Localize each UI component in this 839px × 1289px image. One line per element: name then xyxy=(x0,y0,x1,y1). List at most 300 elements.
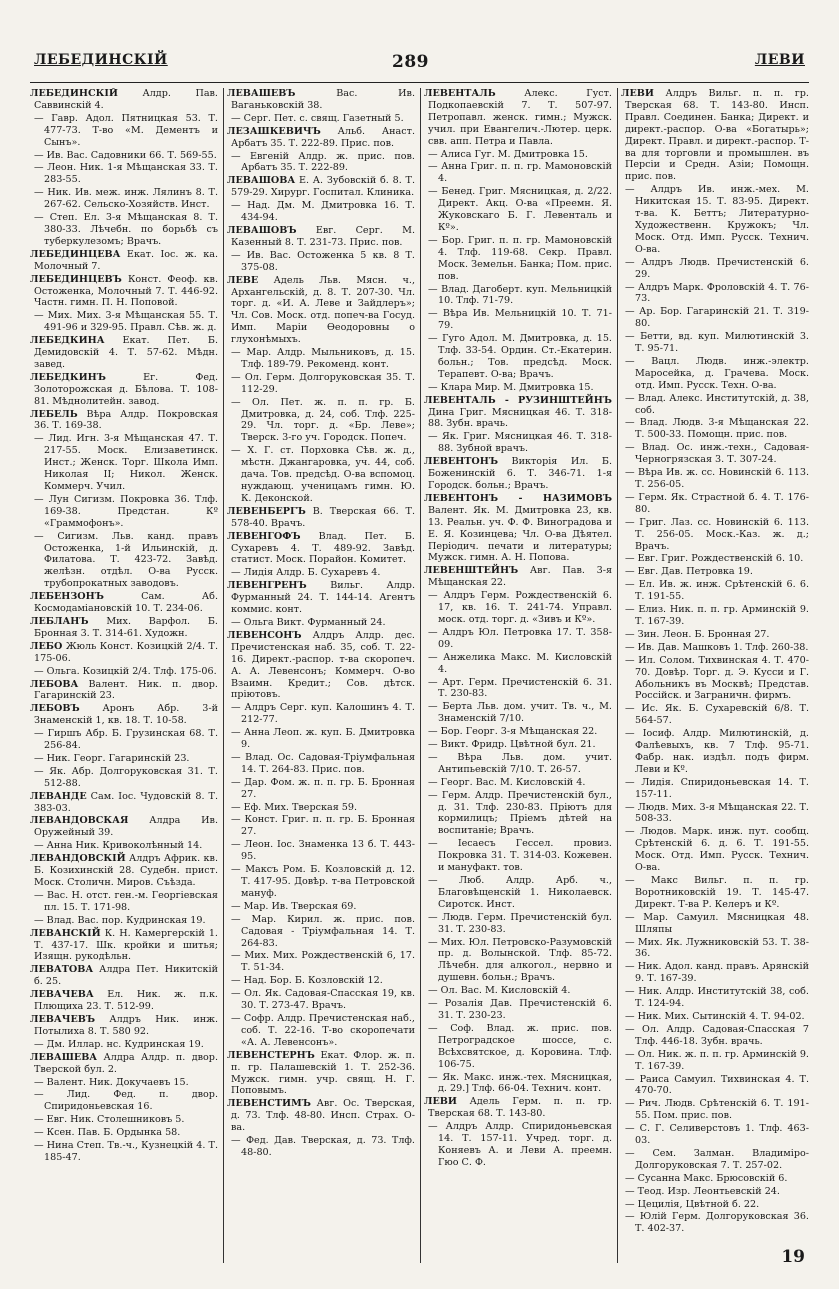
column-divider xyxy=(617,88,618,1263)
surname: ЛЕБЕДИНСКІЙ xyxy=(30,88,118,99)
sub-entry xyxy=(424,1023,612,1071)
entry-text: Ник. Алдр. Институтскій 38, соб. Т. 124-94. xyxy=(635,986,809,1010)
sub-entry xyxy=(621,566,809,578)
surname-entry xyxy=(227,275,415,346)
sub-entry xyxy=(227,372,415,396)
entry-text: Влад. Пет. Б. Сухаревъ 4. Т. 489-92. Завѣд. статист. Моск. Порайон. Комитет. xyxy=(231,530,415,566)
sub-entry xyxy=(227,727,415,751)
entry-text: Ол. Ник. ж. п. п. гр. Арминскій 9. Т. 167-39. xyxy=(635,1048,809,1072)
entry-text: Алдра Ив. Оружейный 39. xyxy=(34,815,218,839)
sub-entry xyxy=(227,988,415,1012)
entry-text: Е. А. Зубовскій б. 8. Т. 579-29. Хирург. Госпитал. Клиника. xyxy=(231,175,415,199)
sub-entry xyxy=(227,901,415,913)
sub-entry xyxy=(424,382,612,394)
surname: ЛЕВЕНШТЕЙНЪ xyxy=(424,565,519,577)
sub-entry xyxy=(424,161,612,185)
sub-entry xyxy=(30,753,218,765)
surname-entry xyxy=(227,580,415,616)
sub-entry xyxy=(621,1098,809,1122)
sub-entry xyxy=(227,151,415,175)
entry-text: Анна Григ. п. п. гр. Мамоновскій 4. xyxy=(438,161,612,185)
sub-entry xyxy=(621,961,809,985)
sub-entry xyxy=(621,282,809,306)
sub-entry xyxy=(621,184,809,255)
sub-entry xyxy=(424,677,612,701)
entry-text: Вацл. Людв. инж.-электр. Маросейка, д. Грачева. Моск. отд. Имп. Русск. Техн. О-ва. xyxy=(635,355,809,391)
sub-entry xyxy=(424,149,612,161)
entry-text: Ег. Фед. Золоторожская д. Бѣлова. Т. 108-81. Мѣднолитейн. завод. xyxy=(34,371,218,407)
sub-entry xyxy=(621,1123,809,1147)
entry-text: Сем. Залман. Владиміро-Долгоруковская 7. Т. 257-02. xyxy=(635,1147,809,1171)
entry-text: Сусанна Макс. Брюсовскій 6. xyxy=(637,1172,788,1184)
entry-text: Мих. Мих. 3-я Мѣщанская 55. Т. 491-96 и 329-95. Правл. Сѣв. ж. д. xyxy=(44,310,218,334)
entry-text: Валент. Як. М. Дмитровка 23, кв. 13. Реальн. уч. Ф. Ф. Виноградова и Е. Я. Козинцева; Чл. О-ва Дѣятел. Періодич. печати и литературы; Мужск. гимн. А. Н. Попова. xyxy=(428,504,612,564)
entry-text: Евг. Дав. Петровка 19. xyxy=(637,566,753,578)
entry-text: Валент. Ник. Докучаевъ 15. xyxy=(46,1076,189,1088)
entry-text: Леон. Іос. Знаменка 13 б. Т. 443-95. xyxy=(241,839,415,863)
entry-text: Соф. Влад. ж. прис. пов. Петроградское шоссе, с. Всѣхсвятское, д. Коровина. Тлф. 106-75. xyxy=(438,1022,612,1070)
entry-text: Мих. Юл. Петровско-Разумовскій пр. д. Волынской. Тлф. 85-72. Лѣчебн. для алкогол., нервно и душевн. больн.; Врачъ. xyxy=(438,936,612,984)
entry-text: Людв. Герм. Пречистенскій бул. 31. Т. 230-83. xyxy=(438,911,612,935)
surname-entry xyxy=(424,88,612,148)
entry-text: Гиршъ Абр. Б. Грузинская 68. Т. 256-84. xyxy=(44,728,218,752)
entry-text: Іесаесъ Гессел. провиз. Покровка 31. Т. 314-03. Кожевен. и мануфакт. тов. xyxy=(438,838,612,874)
sub-entry xyxy=(621,331,809,355)
surname: ЛЕБЕЛЬ xyxy=(30,408,78,420)
sub-entry xyxy=(621,492,809,516)
entry-text: Алдра Алдр. п. двор. Тверской бул. 2. xyxy=(34,1051,218,1075)
sub-entry xyxy=(30,433,218,493)
sub-entry xyxy=(424,1072,612,1096)
entry-text: Розалія Дав. Пречистенскій 6. 31. Т. 230-23. xyxy=(438,998,612,1021)
sub-entry xyxy=(424,752,612,776)
entry-text: Арт. Герм. Пречистенскій 6. 31. Т. 230-83. xyxy=(438,676,612,700)
entry-text: Алдръ Алдр. Спиридоньевская 14. Т. 157-11. Учред. торг. д. Коняевъ А. и Леви А. преемн. Гюо С. Ф. xyxy=(438,1121,612,1168)
sub-entry xyxy=(424,912,612,936)
entry-text: К. Н. Камергерскій 1. Т. 437-17. Шк. кройки и шитья; Изящн. рукодѣльн. xyxy=(34,927,218,963)
entry-text: Ник. Георг. Гагаринскій 23. xyxy=(46,752,190,764)
entry-text: Алдр. Пав. Саввинскій 4. xyxy=(34,88,218,111)
surname-entry xyxy=(30,88,218,112)
surname-entry xyxy=(227,531,415,567)
entry-text: Анжелика Макс. М. Кисловскій 4. xyxy=(438,651,612,675)
entry-text: Х. Г. ст. Порховка Сѣв. ж. д., мѣстн. Джангаровка, уч. 44, соб. дача. Тов. предсѣд. О-ва вспомоц. нуждающ. ученицамъ гимн. Ю. К. Деконской. xyxy=(241,445,415,504)
surname: ЛЕВЕНТОНЪ - НАЗИМОВЪ xyxy=(424,492,612,504)
sub-entry xyxy=(621,875,809,911)
entry-text: Альб. Анаст. Арбатъ 35. Т. 222-89. Прис. пов. xyxy=(231,125,415,149)
entry-text: Герм. Алдр. Пречистенскій бул., д. 31. Тлф. 230-83. Пріютъ для кормилицъ; Пріемъ дѣтей на воспитаніе; Врачъ. xyxy=(438,789,612,837)
sub-entry xyxy=(227,839,415,863)
entry-text: Ив. Вас. Садовники 66. Т. 569-55. xyxy=(46,149,217,161)
sub-entry xyxy=(621,553,809,565)
sub-entry xyxy=(424,726,612,738)
sub-entry xyxy=(621,1011,809,1023)
entry-text: Лидія Алдр. Б. Сухаревъ 4. xyxy=(243,567,381,579)
sub-entry xyxy=(621,467,809,491)
surname-entry xyxy=(30,641,218,665)
entry-text: Бор. Георг. 3-я Мѣщанская 22. xyxy=(440,726,598,738)
surname-entry xyxy=(424,493,612,564)
column-3 xyxy=(424,88,612,1263)
sub-entry xyxy=(30,1127,218,1139)
surname: ЛЕВЕНТАЛЬ xyxy=(424,88,496,99)
signature-mark: 19 xyxy=(781,1247,805,1267)
sub-entry xyxy=(227,347,415,371)
entry-text: Як. Григ. Мясницкая 46. Т. 318-88. Зубной врачъ. xyxy=(438,431,612,455)
surname-entry xyxy=(30,409,218,433)
sub-entry xyxy=(227,200,415,224)
entry-text: Ил. Солом. Тихвинская 4. Т. 470-70. Довѣр. Торг. д. Э. Кусси и Г. Абольникъ въ Москвѣ; Представ. Россійск. и Заграничн. фирмъ. xyxy=(635,654,809,702)
entry-text: Над. Бор. Б. Козловскій 12. xyxy=(243,975,383,987)
surname: ЛЕБЕНЗОНЪ xyxy=(30,591,104,603)
entry-text: Вѣра Льв. дом. учит. Антипьевскій 7/10. Т. 26-57. xyxy=(438,751,612,775)
sub-entry xyxy=(621,1211,809,1235)
entry-text: Мих. Як. Лужниковскій 53. Т. 38-36. xyxy=(635,936,809,960)
column-2 xyxy=(227,88,415,1263)
entry-text: Викторія Ил. Б. Боженинскій 6. Т. 346-71. 1-я Городск. больн.; Врачъ. xyxy=(428,456,612,491)
entry-text: Авг. Ос. Тверская, д. 73. Тлф. 48-80. Инсп. Страх. О-ва. xyxy=(231,1098,415,1134)
sub-entry xyxy=(621,1148,809,1172)
sub-entry xyxy=(621,826,809,874)
running-head-left: ЛЕБЕДИНСКІЙ xyxy=(34,52,168,68)
sub-entry xyxy=(227,914,415,950)
entry-text: Влад. Вас. пор. Кудринская 19. xyxy=(46,914,206,926)
entry-text: Вас. Ив. Ваганьковскій 38. xyxy=(231,88,415,111)
entry-text: Люб. Алдр. Арб. ч., Благовѣщенскій 1. Николаевск. Сиротск. Инст. xyxy=(438,875,612,910)
surname-entry xyxy=(30,591,218,615)
sub-entry xyxy=(227,397,415,445)
surname: ЛЕВЕНГОФЪ xyxy=(227,530,301,542)
entry-text: Анна Леоп. ж. куп. Б. Дмитровка 9. xyxy=(241,727,415,751)
sub-entry xyxy=(424,627,612,651)
surname: ЛЕБЛАНЪ xyxy=(30,615,89,627)
surname: ЛЕВАЧЕВЪ xyxy=(30,1013,96,1025)
header-rule xyxy=(30,82,809,83)
column-divider xyxy=(223,88,224,1263)
sub-entry xyxy=(621,604,809,628)
entry-text: Мих. Варфол. Б. Бронная 3. Т. 314-61. Художн. xyxy=(34,615,218,639)
sub-entry xyxy=(227,617,415,629)
entry-text: Як. Макс. инж.-тех. Мясницкая, д. 29.] Тлф. 66-04. Технич. конт. xyxy=(438,1071,612,1095)
entry-text: Авг. Пав. 3-я Мѣщанская 22. xyxy=(428,565,612,589)
surname-entry xyxy=(30,1052,218,1076)
entry-text: Цецилія, Цвѣтной б. 22. xyxy=(637,1198,760,1210)
entry-text: Дина Григ. Мясницкая 46. Т. 318-88. Зубн. врачь. xyxy=(428,406,612,430)
surname-entry xyxy=(30,372,218,408)
sub-entry xyxy=(424,937,612,985)
sub-entry xyxy=(621,703,809,727)
sub-entry xyxy=(227,1013,415,1049)
column-4 xyxy=(621,88,809,1263)
sub-entry xyxy=(621,937,809,961)
sub-entry xyxy=(621,417,809,441)
sub-entry xyxy=(30,113,218,149)
entry-text: Екат. Пет. Б. Демидовскій 4. Т. 57-62. Мѣдн. завед. xyxy=(34,335,218,370)
sub-entry xyxy=(621,629,809,641)
sub-entry xyxy=(621,986,809,1010)
surname-entry xyxy=(30,928,218,964)
entry-text: Максъ Ром. Б. Козловскій д. 12. Т. 417-95. Довѣр. т-ва Петровской мануф. xyxy=(241,864,415,899)
entry-text: Рич. Людв. Срѣтенскій 6. Т. 191-55. Пом. прис. пов. xyxy=(635,1098,809,1122)
entry-text: Алдръ Юл. Петровка 17. Т. 358-09. xyxy=(438,626,612,650)
sub-entry xyxy=(30,1114,218,1126)
entry-text: Адель Герм. п. п. гр. Тверская 68. Т. 143-80. xyxy=(428,1096,612,1120)
entry-text: Лидія. Спиридоньевская 14. Т. 157-11. xyxy=(635,776,809,800)
entry-text: Мих. Мих. Рождественскій 6, 17. Т. 51-34. xyxy=(241,950,415,974)
entry-text: Берта Льв. дом. учит. Тв. ч., М. Знаменскій 7/10. xyxy=(438,701,612,725)
entry-text: Раиса Самуил. Тихвинская 4. Т. 470-70. xyxy=(635,1073,809,1097)
entry-text: Клара Мир. М. Дмитровка 15. xyxy=(440,381,594,393)
entry-text: Алдръ Алдр. дес. Пречистенская наб. 35, соб. Т. 22-16. Директ.-распор. т-ва скоропеч. А. А. Левенсонъ; Коммерч. О-во Взаимн. Кредит.; Сов. дѣтск. пріютовъ. xyxy=(231,629,415,701)
running-head-right: ЛЕВИ xyxy=(754,52,805,68)
surname-entry xyxy=(621,88,809,183)
surname: ЛЕВАНДОВСКІЙ xyxy=(30,853,126,865)
surname: ЛЕВАНДОВСКАЯ xyxy=(30,815,129,827)
sub-entry xyxy=(30,1140,218,1164)
surname-entry xyxy=(227,1098,415,1134)
surname-entry xyxy=(30,249,218,273)
entry-text: Сигизм. Льв. канд. правъ Остоженка, 1-й Ильинскій, д. Филатова. Т. 423-72. Завѣд. желѣзн. отдѣл. О-ва Русск. трубопрокатных заводовъ. xyxy=(44,530,218,590)
entry-text: Евг. Серг. М. Казенный 8. Т. 231-73. Прис. пов. xyxy=(231,224,415,248)
column-divider xyxy=(420,88,421,1263)
surname-entry xyxy=(30,274,218,310)
sub-entry xyxy=(424,652,612,676)
entry-text: С. Г. Селиверстовъ 1. Тлф. 463-03. xyxy=(635,1123,809,1147)
entry-text: Людов. Марк. инж. пут. сообщ. Срѣтенскій 6. д. 6. Т. 191-55. Моск. Отд. Имп. Русск. Технич. О-ва. xyxy=(635,826,809,874)
entry-text: Ольга Викт. Фурманный 24. xyxy=(243,616,386,628)
surname: ЛЕВЕНСОНЪ xyxy=(227,629,302,641)
entry-text: Лун Сигизм. Покровка 36. Тлф. 169-38. Предстан. Кº «Граммофонъ». xyxy=(44,493,218,529)
sub-entry xyxy=(30,212,218,248)
entry-text: Алиса Гуг. М. Дмитровка 15. xyxy=(440,148,588,160)
sub-entry xyxy=(424,777,612,789)
entry-text: Алдръ Вильг. п. п. гр. Тверская 68. Т. 143-80. Инсп. Правл. Соединен. Банка; Директ. и директ.-распор. О-ва «Богатырь»; Директ. Правл. и директ.-распор. Т-ва для торговли и промышлен. въ Персіи и Средн. Азіи; Помощн. прис. пов. xyxy=(625,88,809,183)
entry-text: Конст. Феоф. кв. Остоженка, Молочный 7. Т. 446-92. Частн. гимн. П. Н. Поповой. xyxy=(34,273,218,309)
entry-text: Алдръ Африк. кв. Б. Козихинскій 28. Судебн. прист. Моск. Столичн. Миров. Съѣзда. xyxy=(34,853,218,888)
surname-entry xyxy=(30,853,218,889)
entry-text: Як. Абр. Долгоруковская 31. Т. 512-88. xyxy=(44,765,218,789)
sub-entry xyxy=(30,1039,218,1051)
entry-text: Гуго Адол. М. Дмитровка, д. 15. Тлф. 33-54. Ордин. Ст.-Екатерин. больн.; Тов. предсѣд. Моск. Терапевт. О-ва; Врачъ. xyxy=(438,333,612,380)
surname: ЛЕБОВЪ xyxy=(30,703,80,715)
sub-entry xyxy=(30,766,218,790)
entry-text: Ол. Герм. Долгоруковская 35. Т. 112-29. xyxy=(241,371,415,395)
surname-entry xyxy=(227,88,415,112)
entry-text: Алдръ Герм. Рождественскій 6. 17, кв. 16. Т. 241-74. Управл. моск. отд. торг. д. «Зивъ и Кº». xyxy=(438,590,612,625)
surname-entry xyxy=(30,1014,218,1038)
page-number: 289 xyxy=(392,52,429,72)
surname: ЛЕВАТОВА xyxy=(30,964,94,976)
surname: ЛЕВАШЕВЪ xyxy=(227,88,296,99)
surname: ЛЕБЕДКИНЪ xyxy=(30,371,106,383)
surname: ЛЕБО xyxy=(30,640,63,652)
sub-entry xyxy=(424,431,612,455)
entry-text: Сам. Іос. Чудовскій 8. Т. 383-03. xyxy=(34,790,218,814)
entry-text: Конст. Григ. п. п. гр. Б. Бронная 27. xyxy=(241,814,415,838)
sub-entry xyxy=(227,113,415,125)
sub-entry xyxy=(621,642,809,654)
directory-columns xyxy=(30,88,810,1263)
surname: ЛЕВЕНТОНЪ xyxy=(424,456,499,468)
entry-text: Ник. Адол. канд. правъ. Арянскій 9. Т. 167-39. xyxy=(635,961,809,985)
surname: ЛЕВЕНСТЕРНЪ xyxy=(227,1049,315,1061)
entry-text: Григ. Лаз. сс. Новинскій 6. 113. Т. 256-05. Моск.-Каз. ж. д.; Врачъ. xyxy=(635,516,809,552)
entry-text: Алдръ Ник. инж. Потылиха 8. Т. 580 92. xyxy=(34,1013,218,1037)
sub-entry xyxy=(227,802,415,814)
entry-text: Георг. Вас. М. Кисловскій 4. xyxy=(440,776,586,788)
sub-entry xyxy=(30,728,218,752)
sub-entry xyxy=(424,998,612,1022)
sub-entry xyxy=(424,739,612,751)
surname: ЛЕВИ xyxy=(621,88,654,99)
entry-text: Дм. Иллар. нс. Кудринская 19. xyxy=(46,1038,204,1050)
entry-text: Алдръ Марк. Фроловскій 4. Т. 76-73. xyxy=(635,281,809,305)
surname: ЛЕВАШЕВА xyxy=(30,1051,98,1063)
sub-entry xyxy=(424,333,612,381)
entry-text: Бетти, вд. куп. Милютинскій 3. Т. 95-71. xyxy=(635,331,809,355)
entry-text: Екат. Флор. ж. п. п. гр. Палашевскій 1. Т. 252-36. Мужск. гимн. учр. свящ. Н. Г. Поповымъ. xyxy=(231,1049,415,1097)
entry-text: Вѣра Ив. Мельницкій 10. Т. 71-79. xyxy=(438,308,612,332)
surname-entry xyxy=(30,679,218,703)
sub-entry xyxy=(424,284,612,308)
entry-text: Ив. Дав. Машковъ 1. Тлф. 260-38. xyxy=(637,641,809,653)
entry-text: Гавр. Адол. Пятницкая 53. Т. 477-73. Т-во «М. Дементъ и Сынъ». xyxy=(44,112,218,148)
sub-entry xyxy=(424,985,612,997)
entry-text: Влад. Ос. инж.-техн., Садовая-Черногрязская 3. Т. 307-24. xyxy=(635,442,809,466)
entry-text: Леон. Ник. 1-я Мѣщанская 33. Т. 283-55. xyxy=(44,162,218,186)
sub-entry xyxy=(424,590,612,626)
sub-entry xyxy=(227,950,415,974)
entry-text: Влад. Людв. 3-я Мѣщанская 22. Т. 500-33. Помощн. прис. пов. xyxy=(635,417,809,441)
surname-entry xyxy=(227,506,415,530)
entry-text: Жюль Конст. Козицкій 2/4. Т. 175-06. xyxy=(34,640,218,664)
surname-entry xyxy=(424,395,612,431)
sub-entry xyxy=(621,393,809,417)
entry-text: Ис. Як. Б. Сухаревскій 6/8. Т. 564-57. xyxy=(635,703,809,727)
sub-entry xyxy=(227,752,415,776)
entry-text: Ел. Ник. ж. п.к. Плющиха 23. Т. 512-99. xyxy=(34,989,218,1013)
entry-text: Адель Льв. Мясн. ч., Архангельскій, д. 8. Т. 207-30. Чл. торг. д. «И. А. Леве и Зайдлеръ»; Чл. Сов. Моск. отд. попеч-ва Госуд. Имп. Маріи Ѳеодоровны о глухонѣмыхъ. xyxy=(231,274,415,346)
surname: ЛЕВАНСКІЙ xyxy=(30,927,101,939)
entry-text: Над. Дм. М. Дмитровка 16. Т. 434-94. xyxy=(241,200,415,224)
sub-entry xyxy=(621,306,809,330)
entry-text: Людв. Мих. 3-я Мѣщанская 22. Т. 508-33. xyxy=(635,801,809,825)
entry-text: Нина Степ. Тв.-ч., Кузнецкій 4. Т. 185-47. xyxy=(44,1140,218,1163)
entry-text: Ол. Вас. М. Кисловскій 4. xyxy=(440,985,571,997)
sub-entry xyxy=(227,445,415,505)
entry-text: Евгеній Алдр. ж. прис. пов. Арбатъ 35. Т. 222-89. xyxy=(241,150,415,174)
entry-text: Алекс. Густ. Подкопаевскій 7. Т. 507-97. Петропавл. женск. гимн.; Мужск. учил. при Евангелич.-Лютер. церк. свв. апп. Петра и Павла. xyxy=(428,88,612,147)
sub-entry xyxy=(227,814,415,838)
sub-entry xyxy=(30,150,218,162)
sub-entry xyxy=(424,701,612,725)
entry-text: Вильг. Алдр. Фурманный 24. Т. 144-14. Агентъ коммис. конт. xyxy=(231,580,415,616)
sub-entry xyxy=(30,162,218,186)
entry-text: Лид. Фед. п. двор. Спиридоньевская 16. xyxy=(44,1089,218,1113)
entry-text: Викт. Фридр. Цвѣтной бул. 21. xyxy=(440,739,596,751)
entry-text: Валент. Ник. п. двор. Гагаринскій 23. xyxy=(34,678,218,702)
entry-text: Алдръ Ив. инж.-мех. М. Никитская 15. Т. 83-95. Директ. т-ва. К. Беттъ; Литературно-Художественн. Кружокъ; Чл. Моск. Отд. Имп. Русск. Технич. О-ва. xyxy=(635,184,809,255)
entry-text: Ол. Алдр. Садовая-Спасская 7 Тлф. 446-18. Зубн. врачь. xyxy=(635,1023,809,1047)
entry-text: Вѣра Ив. ж. сс. Новинскій 6. 113. Т. 256-05. xyxy=(635,467,809,490)
surname: ЛЕВАШОВЪ xyxy=(227,224,297,236)
entry-text: Ник. Мих. Сытинскій 4. Т. 94-02. xyxy=(637,1010,805,1022)
entry-text: Ар. Бор. Гагаринскій 21. Т. 319-80. xyxy=(635,306,809,330)
entry-text: Влад. Дагоберт. куп. Мельницкій 10. Тлф. 71-79. xyxy=(438,283,612,307)
entry-text: Евг. Григ. Рождественскій 6. 10. xyxy=(637,553,804,565)
entry-text: Анна Ник. Кривоколѣнный 14. xyxy=(46,840,203,852)
surname: ЛЕВАНДЕ xyxy=(30,790,87,802)
surname-entry xyxy=(30,335,218,371)
sub-entry xyxy=(30,494,218,530)
sub-entry xyxy=(424,875,612,911)
surname-entry xyxy=(227,1050,415,1098)
sub-entry xyxy=(424,186,612,234)
entry-text: Ольга. Козицкій 2/4. Тлф. 175-06. xyxy=(46,665,217,677)
sub-entry xyxy=(227,864,415,900)
sub-entry xyxy=(621,442,809,466)
sub-entry xyxy=(424,1121,612,1169)
surname-entry xyxy=(227,175,415,199)
sub-entry xyxy=(621,912,809,936)
entry-text: Влад. Ос. Садовая-Тріумфальная 14. Т. 264-83. Прис. пов. xyxy=(241,751,415,775)
sub-entry xyxy=(30,915,218,927)
entry-text: Лид. Игн. 3-я Мѣщанская 47. Т. 217-55. Моск. Елизаветинск. Инст.; Женск. Торг. Школа Имп. Николая II; Никол. Женск. Коммерч. Учил. xyxy=(44,433,218,492)
entry-text: Степ. Ел. 3-я Мѣщанская 8. Т. 380-33. Лѣчебн. по борьбѣ съ туберкулезомъ; Врачъ. xyxy=(44,212,218,247)
surname-entry xyxy=(30,815,218,839)
surname: ЛЕВАШОВА xyxy=(227,175,296,187)
surname: ЛЕВИ xyxy=(424,1096,457,1108)
entry-text: Фед. Дав. Тверская, д. 73. Тлф. 48-80. xyxy=(241,1135,415,1158)
sub-entry xyxy=(227,250,415,274)
sub-entry xyxy=(30,840,218,852)
entry-text: Зин. Леон. Б. Бронная 27. xyxy=(637,628,770,640)
surname: ЛЕБЕДИНЦЕВА xyxy=(30,248,121,260)
surname-entry xyxy=(424,565,612,589)
entry-text: Алдра Пет. Никитскій б. 25. xyxy=(34,964,218,988)
sub-entry xyxy=(30,310,218,334)
entry-text: Мар. Ив. Тверская 69. xyxy=(243,900,357,912)
entry-text: Теод. Изр. Леонтьевскій 24. xyxy=(637,1185,780,1197)
surname: ЛЕВЕНГРЕНЪ xyxy=(227,580,307,592)
sub-entry xyxy=(30,1077,218,1089)
entry-text: Вѣра Алдр. Покровская 36. Т. 169-38. xyxy=(34,408,218,432)
sub-entry xyxy=(424,235,612,283)
surname: ЛЕБЕДКИНА xyxy=(30,335,105,347)
sub-entry xyxy=(424,308,612,332)
entry-text: Юлій Герм. Долгоруковская 36. Т. 402-37. xyxy=(635,1211,809,1235)
surname: ЛЕЗАШКЕВИЧЪ xyxy=(227,125,321,137)
surname-entry xyxy=(227,225,415,249)
sub-entry xyxy=(621,802,809,826)
sub-entry xyxy=(621,728,809,776)
sub-entry xyxy=(621,1024,809,1048)
entry-text: Бор. Григ. п. п. гр. Мамоновскій 4. Тлф. 119-68. Секр. Правл. Моск. Земельн. Банка; Пом. прис. пов. xyxy=(438,234,612,282)
surname-entry xyxy=(30,703,218,727)
surname-entry xyxy=(424,1096,612,1120)
entry-text: Аронъ Абр. 3-й Знаменскій 1, кв. 18. Т. 10-58. xyxy=(34,703,218,727)
sub-entry xyxy=(621,579,809,603)
entry-text: Евг. Ник. Столешниковъ 5. xyxy=(46,1114,185,1126)
surname-entry xyxy=(30,989,218,1013)
entry-text: Герм. Як. Страстной б. 4. Т. 176-80. xyxy=(635,491,809,515)
sub-entry xyxy=(30,187,218,211)
entry-text: Дар. Фом. ж. п. п. гр. Б. Бронная 27. xyxy=(241,776,415,800)
entry-text: Ксен. Пав. Б. Ордынка 58. xyxy=(46,1127,181,1139)
surname: ЛЕВЕ xyxy=(227,274,259,286)
surname: ЛЕВЕНБЕРГЪ xyxy=(227,505,306,517)
surname-entry xyxy=(30,616,218,640)
